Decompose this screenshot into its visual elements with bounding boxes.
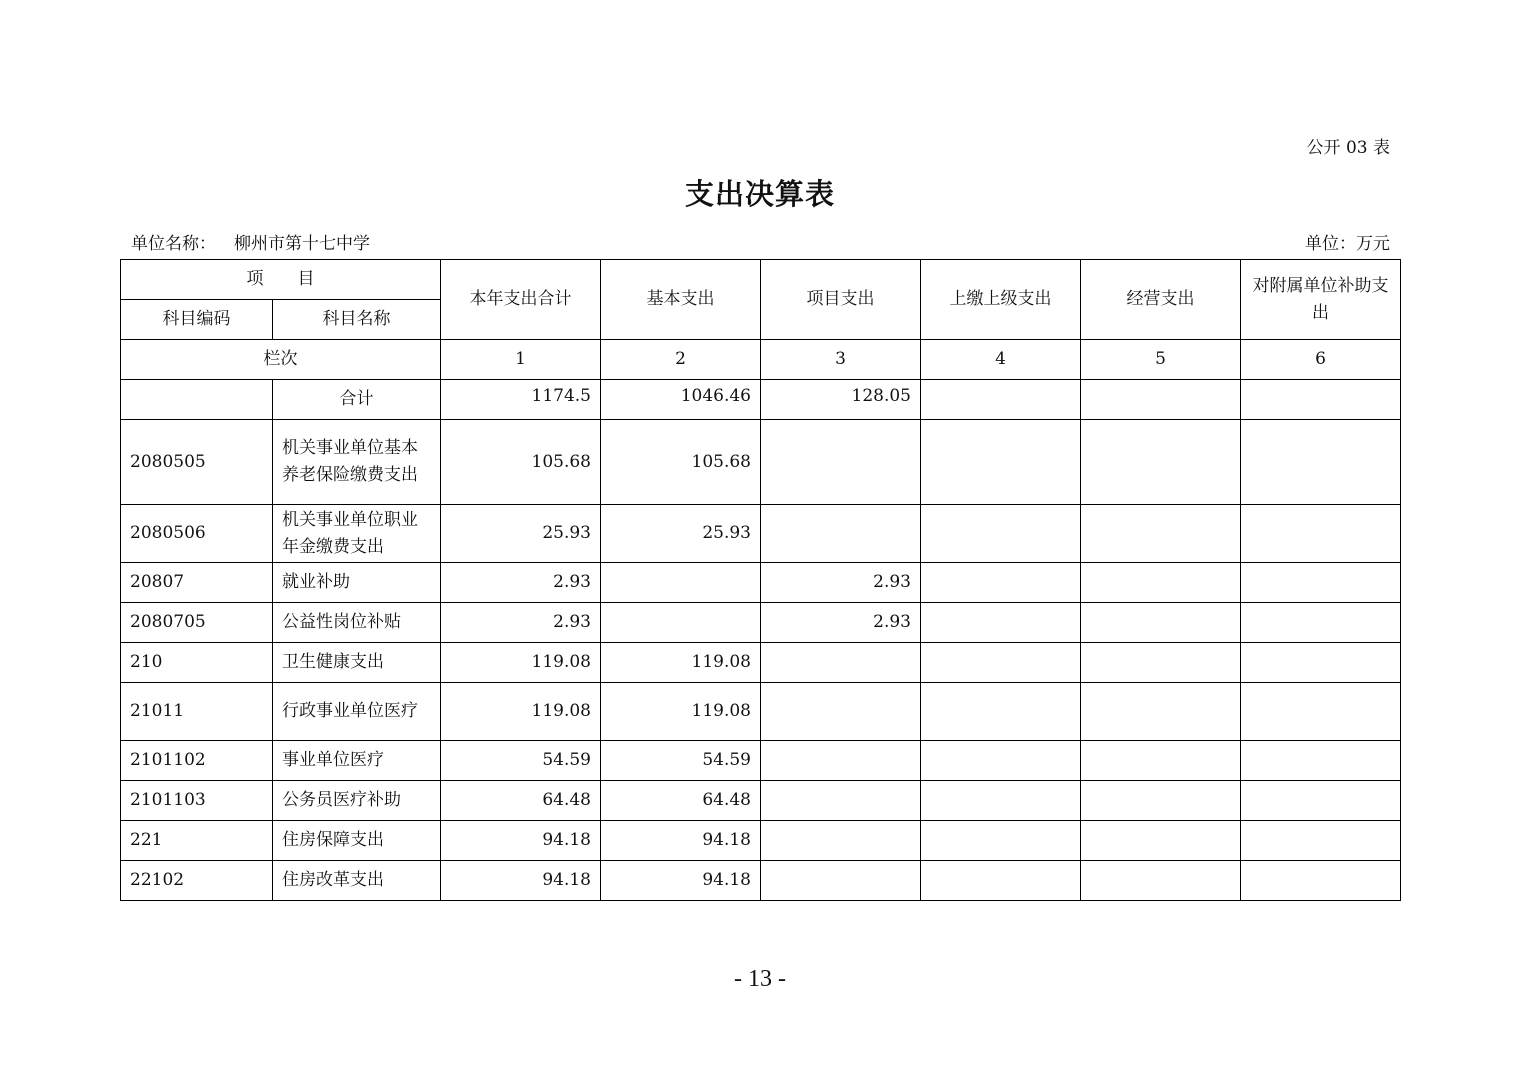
form-code: 公开 03 表 [1306,138,1390,158]
index-label: 栏次 [121,340,441,380]
amount-cell: 54.59 [601,741,761,781]
amount-cell [761,683,921,741]
total-value: 1174.5 [441,380,601,420]
index-number: 3 [761,340,921,380]
total-value [921,380,1081,420]
amount-cell [921,861,1081,901]
currency-unit: 单位：万元 [1305,234,1390,254]
subject-name: 公务员医疗补助 [273,781,441,821]
subject-code: 21011 [121,683,273,741]
column-header: 对附属单位补助支出 [1241,260,1401,340]
amount-cell [1081,420,1241,505]
amount-cell [761,741,921,781]
total-value: 1046.46 [601,380,761,420]
amount-cell [921,741,1081,781]
amount-cell [1081,741,1241,781]
amount-cell [601,603,761,643]
total-value [1081,380,1241,420]
amount-cell [761,861,921,901]
amount-cell [1081,563,1241,603]
column-header: 本年支出合计 [441,260,601,340]
amount-cell [921,643,1081,683]
subject-name: 就业补助 [273,563,441,603]
amount-cell [1081,643,1241,683]
amount-cell: 25.93 [441,505,601,563]
amount-cell [601,563,761,603]
amount-cell [921,505,1081,563]
total-code-cell [121,380,273,420]
header-row-1 [121,260,1401,300]
amount-cell [921,420,1081,505]
subject-name: 事业单位医疗 [273,741,441,781]
table-row [121,861,1401,901]
unit-name-label: 单位名称： [131,234,216,254]
total-label: 合计 [273,380,441,420]
index-number: 5 [1081,340,1241,380]
amount-cell [1241,505,1401,563]
subject-name: 公益性岗位补贴 [273,603,441,643]
unit-name-value: 柳州市第十七中学 [234,234,370,254]
unit-name-line [131,229,370,254]
amount-cell [761,781,921,821]
table-row [121,505,1401,563]
table-row [121,821,1401,861]
column-header: 基本支出 [601,260,761,340]
amount-cell [921,781,1081,821]
amount-cell [921,821,1081,861]
amount-cell: 105.68 [441,420,601,505]
project-header: 项 目 [121,260,441,300]
table-row [121,420,1401,505]
subject-name: 机关事业单位基本养老保险缴费支出 [273,420,441,505]
amount-cell: 2.93 [441,603,601,643]
amount-cell [761,643,921,683]
amount-cell [1081,505,1241,563]
amount-cell: 2.93 [441,563,601,603]
subject-name: 住房保障支出 [273,821,441,861]
table-row [121,683,1401,741]
amount-cell [1081,821,1241,861]
subject-code: 2080506 [121,505,273,563]
table-row [121,741,1401,781]
table-row [121,563,1401,603]
amount-cell: 94.18 [441,821,601,861]
name-header: 科目名称 [273,300,441,340]
amount-cell [921,603,1081,643]
subject-name: 机关事业单位职业年金缴费支出 [273,505,441,563]
subject-name: 行政事业单位医疗 [273,683,441,741]
amount-cell [1081,603,1241,643]
amount-cell: 94.18 [441,861,601,901]
amount-cell [1241,781,1401,821]
amount-cell [1241,643,1401,683]
amount-cell: 64.48 [441,781,601,821]
index-number: 6 [1241,340,1401,380]
table-row [121,643,1401,683]
amount-cell: 25.93 [601,505,761,563]
amount-cell [1241,563,1401,603]
table-row [121,781,1401,821]
column-header: 上缴上级支出 [921,260,1081,340]
page-title: 支出决算表 [684,177,835,211]
subject-name: 住房改革支出 [273,861,441,901]
amount-cell: 54.59 [441,741,601,781]
amount-cell [1081,683,1241,741]
amount-cell [1241,861,1401,901]
index-number: 4 [921,340,1081,380]
amount-cell: 119.08 [601,683,761,741]
amount-cell [1241,741,1401,781]
index-row [121,340,1401,380]
total-value [1241,380,1401,420]
subject-code: 2080705 [121,603,273,643]
amount-cell: 119.08 [441,683,601,741]
amount-cell: 105.68 [601,420,761,505]
index-number: 1 [441,340,601,380]
table-row [121,603,1401,643]
index-number: 2 [601,340,761,380]
page-number: - 13 - [734,966,786,992]
amount-cell: 119.08 [601,643,761,683]
subject-code: 2101102 [121,741,273,781]
subject-code: 20807 [121,563,273,603]
amount-cell: 2.93 [761,563,921,603]
total-value: 128.05 [761,380,921,420]
subject-code: 2101103 [121,781,273,821]
amount-cell [761,821,921,861]
subject-code: 22102 [121,861,273,901]
subject-code: 2080505 [121,420,273,505]
code-header: 科目编码 [121,300,273,340]
amount-cell [921,563,1081,603]
amount-cell [1241,420,1401,505]
column-header: 经营支出 [1081,260,1241,340]
subject-name: 卫生健康支出 [273,643,441,683]
amount-cell: 64.48 [601,781,761,821]
subject-code: 221 [121,821,273,861]
amount-cell [761,420,921,505]
amount-cell [1081,781,1241,821]
amount-cell: 2.93 [761,603,921,643]
amount-cell: 119.08 [441,643,601,683]
amount-cell [1081,861,1241,901]
total-row [121,380,1401,420]
amount-cell [1241,821,1401,861]
expenditure-table [120,259,1401,901]
subject-code: 210 [121,643,273,683]
amount-cell: 94.18 [601,861,761,901]
amount-cell [921,683,1081,741]
amount-cell [1241,603,1401,643]
amount-cell [1241,683,1401,741]
column-header: 项目支出 [761,260,921,340]
amount-cell [761,505,921,563]
amount-cell: 94.18 [601,821,761,861]
